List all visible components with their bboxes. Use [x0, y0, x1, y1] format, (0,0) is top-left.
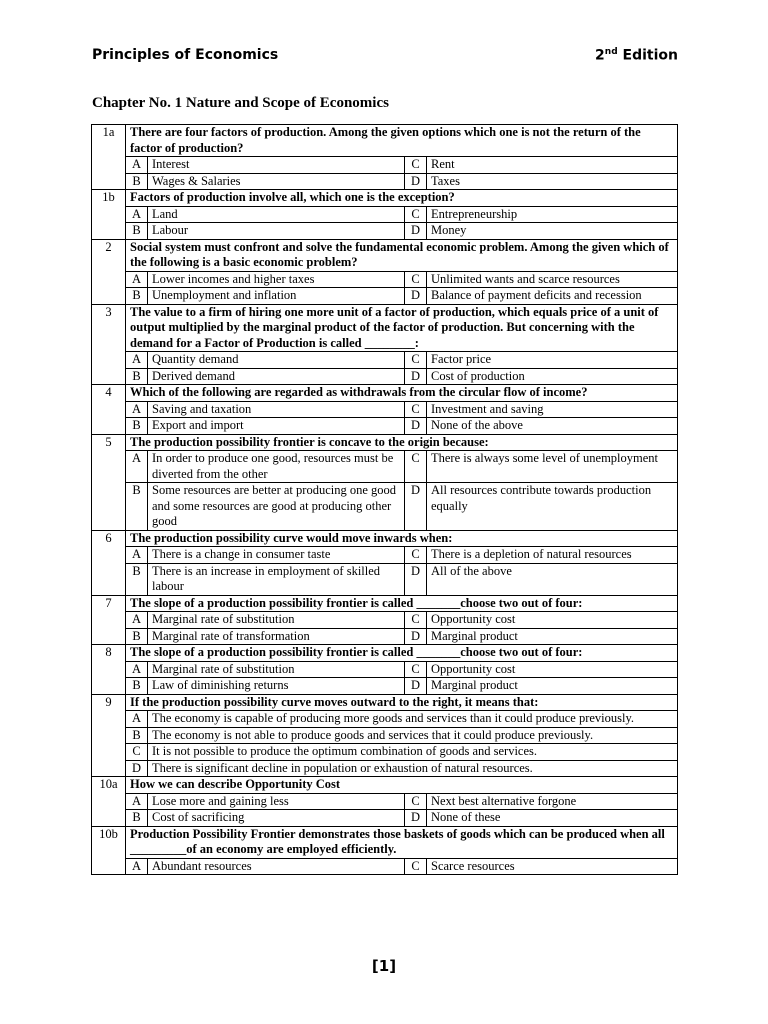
option-text: Taxes: [427, 173, 678, 190]
option-letter: A: [126, 271, 148, 288]
question-number: 2: [92, 239, 126, 304]
option-text: Marginal rate of transformation: [148, 628, 405, 645]
option-row: [92, 418, 678, 435]
option-row: [92, 711, 678, 728]
option-row: [92, 288, 678, 305]
question-number: 6: [92, 530, 126, 595]
option-text: Marginal rate of substitution: [148, 612, 405, 629]
option-letter: D: [405, 368, 427, 385]
option-row: [92, 563, 678, 595]
option-row: [92, 612, 678, 629]
edition-number: 2: [595, 47, 605, 64]
option-row: [92, 173, 678, 190]
option-text: None of these: [427, 810, 678, 827]
option-text: There is significant decline in population or exhaustion of natural resources.: [148, 760, 678, 777]
option-letter: C: [405, 547, 427, 564]
option-letter: B: [126, 288, 148, 305]
option-text: Abundant resources: [148, 858, 405, 875]
option-letter: B: [126, 727, 148, 744]
option-letter: A: [126, 711, 148, 728]
option-letter: D: [405, 483, 427, 531]
option-text: The economy is capable of producing more goods and services than it could produce previously.: [148, 711, 678, 728]
option-letter: C: [405, 157, 427, 174]
question-number: 9: [92, 694, 126, 777]
option-letter: A: [126, 793, 148, 810]
option-letter: D: [405, 223, 427, 240]
option-letter: A: [126, 547, 148, 564]
option-row: [92, 727, 678, 744]
option-row: [92, 206, 678, 223]
option-letter: D: [405, 288, 427, 305]
option-text: The economy is not able to produce goods and services that it could produce previously.: [148, 727, 678, 744]
question-row: [92, 826, 678, 858]
question-number: 10b: [92, 826, 126, 875]
question-row: [92, 190, 678, 207]
option-text: Interest: [148, 157, 405, 174]
option-row: [92, 271, 678, 288]
option-text: Cost of sacrificing: [148, 810, 405, 827]
option-letter: C: [405, 661, 427, 678]
question-number: 10a: [92, 777, 126, 827]
option-row: [92, 628, 678, 645]
option-letter: C: [405, 352, 427, 369]
option-text: Lower incomes and higher taxes: [148, 271, 405, 288]
option-text: None of the above: [427, 418, 678, 435]
option-letter: A: [126, 352, 148, 369]
question-row: [92, 385, 678, 402]
option-text: Unlimited wants and scarce resources: [427, 271, 678, 288]
option-letter: B: [126, 483, 148, 531]
page-number: [1]: [371, 957, 397, 975]
option-letter: A: [126, 451, 148, 483]
question-text: Production Possibility Frontier demonstrates those baskets of goods which can be produced when all _________of an economy are employed efficiently.: [126, 826, 678, 858]
option-row: [92, 810, 678, 827]
option-text: There is a depletion of natural resources: [427, 547, 678, 564]
option-letter: D: [405, 810, 427, 827]
question-row: [92, 645, 678, 662]
edition-suffix: nd: [604, 47, 618, 57]
option-row: [92, 157, 678, 174]
question-row: [92, 595, 678, 612]
question-text: Social system must confront and solve the fundamental economic problem. Among the given which of the following is a basic economic problem?: [126, 239, 678, 271]
option-letter: D: [405, 678, 427, 695]
option-text: There is an increase in employment of skilled labour: [148, 563, 405, 595]
option-letter: D: [405, 628, 427, 645]
question-row: [92, 694, 678, 711]
option-text: Next best alternative forgone: [427, 793, 678, 810]
option-row: [92, 352, 678, 369]
option-row: [92, 760, 678, 777]
option-row: [92, 744, 678, 761]
edition-label: [595, 47, 678, 64]
question-text: The slope of a production possibility frontier is called _______choose two out of four:: [126, 595, 678, 612]
question-text: If the production possibility curve moves outward to the right, it means that:: [126, 694, 678, 711]
question-row: [92, 530, 678, 547]
option-letter: D: [126, 760, 148, 777]
option-row: [92, 678, 678, 695]
question-row: [92, 777, 678, 794]
option-letter: A: [126, 612, 148, 629]
option-text: Marginal product: [427, 678, 678, 695]
question-text: The production possibility frontier is concave to the origin because:: [126, 434, 678, 451]
option-text: There is always some level of unemployment: [427, 451, 678, 483]
option-row: [92, 401, 678, 418]
question-number: 1a: [92, 125, 126, 190]
option-letter: C: [405, 451, 427, 483]
option-letter: B: [126, 173, 148, 190]
question-number: 5: [92, 434, 126, 530]
question-row: [92, 304, 678, 352]
option-row: [92, 483, 678, 531]
question-row: [92, 239, 678, 271]
question-number: 7: [92, 595, 126, 645]
question-text: The slope of a production possibility frontier is called _______choose two out of four:: [126, 645, 678, 662]
option-row: [92, 793, 678, 810]
option-letter: C: [405, 271, 427, 288]
question-text: Factors of production involve all, which one is the exception?: [126, 190, 678, 207]
option-row: [92, 661, 678, 678]
option-text: Quantity demand: [148, 352, 405, 369]
option-text: Law of diminishing returns: [148, 678, 405, 695]
option-letter: C: [405, 401, 427, 418]
option-letter: C: [405, 858, 427, 875]
option-letter: D: [405, 418, 427, 435]
option-row: [92, 368, 678, 385]
edition-text: Edition: [617, 47, 678, 64]
option-letter: A: [126, 206, 148, 223]
document-title: Principles of Economics: [92, 47, 279, 63]
option-letter: A: [126, 401, 148, 418]
option-text: Scarce resources: [427, 858, 678, 875]
option-letter: B: [126, 810, 148, 827]
option-text: Opportunity cost: [427, 661, 678, 678]
question-number: 3: [92, 304, 126, 385]
option-letter: D: [405, 173, 427, 190]
question-text: How we can describe Opportunity Cost: [126, 777, 678, 794]
option-text: Marginal product: [427, 628, 678, 645]
question-text: The production possibility curve would move inwards when:: [126, 530, 678, 547]
option-text: Lose more and gaining less: [148, 793, 405, 810]
option-text: It is not possible to produce the optimum combination of goods and services.: [148, 744, 678, 761]
option-letter: D: [405, 563, 427, 595]
option-text: Cost of production: [427, 368, 678, 385]
option-text: Wages & Salaries: [148, 173, 405, 190]
option-text: Saving and taxation: [148, 401, 405, 418]
option-letter: B: [126, 678, 148, 695]
option-text: Land: [148, 206, 405, 223]
option-letter: C: [405, 206, 427, 223]
question-text: The value to a firm of hiring one more unit of a factor of production, which equals price of a unit of output multiplied by the marginal product of the factor of production. But concerning with the demand for a Factor of Production is called ________:: [126, 304, 678, 352]
option-letter: C: [405, 793, 427, 810]
option-letter: C: [126, 744, 148, 761]
option-text: Opportunity cost: [427, 612, 678, 629]
question-text: There are four factors of production. Among the given options which one is not the return of the factor of production?: [126, 125, 678, 157]
option-text: There is a change in consumer taste: [148, 547, 405, 564]
question-text: Which of the following are regarded as withdrawals from the circular flow of income?: [126, 385, 678, 402]
option-letter: B: [126, 418, 148, 435]
questions-table: [91, 124, 678, 875]
option-text: Derived demand: [148, 368, 405, 385]
option-text: Entrepreneurship: [427, 206, 678, 223]
option-letter: B: [126, 628, 148, 645]
option-letter: B: [126, 563, 148, 595]
option-row: [92, 547, 678, 564]
option-letter: B: [126, 368, 148, 385]
question-number: 4: [92, 385, 126, 435]
option-text: Marginal rate of substitution: [148, 661, 405, 678]
option-row: [92, 858, 678, 875]
option-text: In order to produce one good, resources must be diverted from the other: [148, 451, 405, 483]
option-text: Some resources are better at producing one good and some resources are good at producing other good: [148, 483, 405, 531]
option-row: [92, 223, 678, 240]
question-number: 8: [92, 645, 126, 695]
option-text: All of the above: [427, 563, 678, 595]
question-row: [92, 434, 678, 451]
option-letter: C: [405, 612, 427, 629]
question-number: 1b: [92, 190, 126, 240]
option-text: All resources contribute towards production equally: [427, 483, 678, 531]
option-text: Rent: [427, 157, 678, 174]
option-text: Balance of payment deficits and recession: [427, 288, 678, 305]
option-text: Labour: [148, 223, 405, 240]
option-letter: A: [126, 858, 148, 875]
option-text: Factor price: [427, 352, 678, 369]
option-text: Export and import: [148, 418, 405, 435]
option-text: Money: [427, 223, 678, 240]
option-letter: A: [126, 157, 148, 174]
option-text: Investment and saving: [427, 401, 678, 418]
option-row: [92, 451, 678, 483]
question-row: [92, 125, 678, 157]
option-text: Unemployment and inflation: [148, 288, 405, 305]
option-letter: A: [126, 661, 148, 678]
option-letter: B: [126, 223, 148, 240]
chapter-heading: Chapter No. 1 Nature and Scope of Economics: [92, 95, 389, 111]
